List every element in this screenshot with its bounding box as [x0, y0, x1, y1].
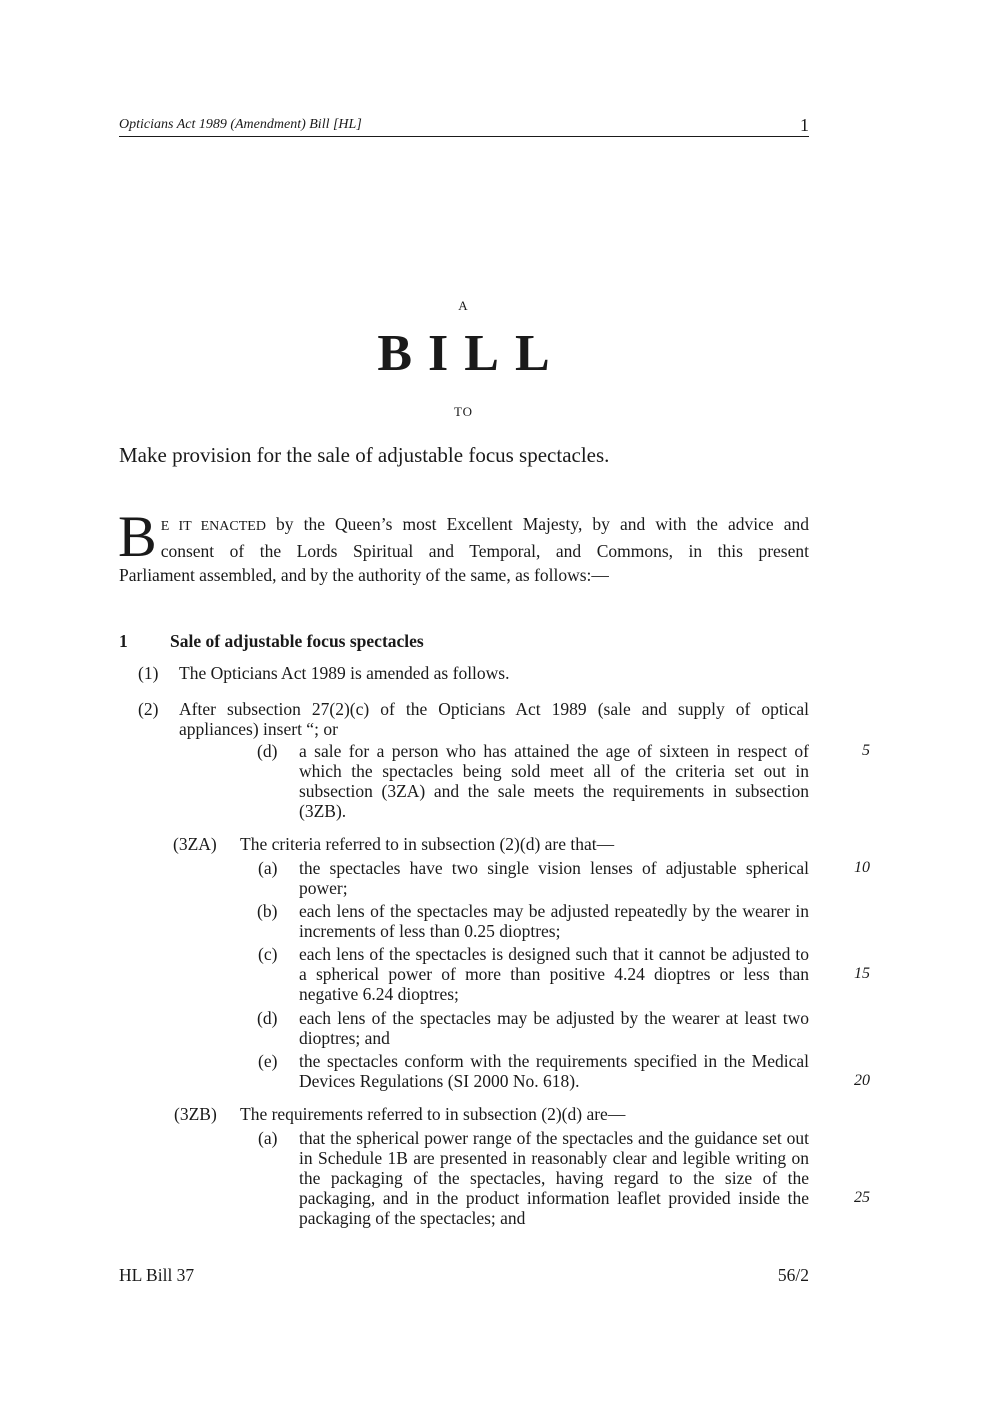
subsection-1-text: The Opticians Act 1989 is amended as follows.	[179, 663, 510, 683]
criteria-c-text: each lens of the spectacles is designed such that it cannot be adjusted to a spherical power of more than positive 4.24 dioptres or less than negative 6.24 dioptres;	[299, 944, 809, 1004]
article-to: TO	[453, 404, 474, 419]
long-title: Make provision for the sale of adjustable focus spectacles.	[119, 443, 610, 467]
subsection-2-line-1: After subsection 27(2)(c) of the Opticians Act 1989 (sale and supply of optical	[179, 699, 809, 719]
subsection-3za-label: (3ZA)	[173, 834, 217, 854]
criteria-b-text: each lens of the spectacles may be adjusted repeatedly by the wearer in increments of less than 0.25 dioptres;	[299, 901, 809, 941]
line-number: 25	[854, 1189, 870, 1206]
criteria-e-text: the spectacles conform with the requirements specified in the Medical Devices Regulations (SI 2000 No. 618).	[299, 1051, 809, 1091]
criteria-d-label: (d)	[257, 1008, 278, 1028]
footer-print-reference: 56/2	[777, 1265, 809, 1285]
clause-heading: Sale of adjustable focus spectacles	[170, 631, 424, 651]
enacting-line-3: Parliament assembled, and by the authority of the same, as follows:—	[119, 565, 609, 585]
criteria-b-label: (b)	[257, 901, 278, 921]
criteria-e-label: (e)	[258, 1051, 278, 1071]
criteria-a-text: the spectacles have two single vision lenses of adjustable spherical power;	[299, 858, 809, 898]
page-number: 1	[800, 115, 809, 135]
criteria-d-text: each lens of the spectacles may be adjusted by the wearer at least two dioptres; and	[299, 1008, 809, 1048]
subsection-2-label: (2)	[138, 699, 159, 719]
line-number: 10	[854, 859, 870, 876]
enacting-small-caps: E IT ENACTED	[160, 519, 266, 534]
subsection-3zb-intro: The requirements referred to in subsection (2)(d) are—	[240, 1104, 626, 1124]
header-rule	[119, 136, 809, 137]
enacting-line-1	[119, 512, 809, 539]
enacting-line-1-rest: by the Queen’s most Excellent Majesty, by and with the advice and	[265, 514, 809, 534]
criteria-a-label: (a)	[258, 858, 278, 878]
line-number: 20	[854, 1072, 870, 1089]
clause-number: 1	[119, 631, 128, 651]
line-number: 5	[862, 742, 870, 759]
para-d-label: (d)	[257, 741, 278, 761]
subsection-3zb-label: (3ZB)	[174, 1104, 217, 1124]
criteria-c-label: (c)	[258, 944, 278, 964]
para-d-text: a sale for a person who has attained the age of sixteen in respect of which the spectacles being sold meet all of the criteria set out in subsection (3ZA) and the sale meets the requirements in subsection (3ZB).	[299, 741, 809, 821]
subsection-1-label: (1)	[138, 663, 159, 683]
footer-bill-reference: HL Bill 37	[119, 1265, 195, 1285]
subsection-2-line-2: appliances) insert “; or	[179, 719, 338, 739]
enacting-line-2: consent of the Lords Spiritual and Temporal, and Commons, in this present	[160, 541, 809, 561]
requirement-a-label: (a)	[258, 1128, 278, 1148]
bill-title: BILL	[377, 325, 566, 382]
enacting-formula	[118, 504, 809, 587]
requirement-a-text: that the spherical power range of the spectacles and the guidance set out in Schedule 1B are presented in reasonably clear and legible writing on the packaging of the spectacles, having regard to the size of the packaging, and in the product information leaflet provided inside the packaging of the spectacles; and	[299, 1128, 809, 1228]
drop-cap: B	[118, 504, 157, 569]
article-a: A	[458, 298, 469, 313]
subsection-3za-intro: The criteria referred to in subsection (2)(d) are that—	[240, 834, 615, 854]
running-title: Opticians Act 1989 (Amendment) Bill [HL]	[119, 117, 362, 132]
line-number: 15	[854, 965, 870, 982]
